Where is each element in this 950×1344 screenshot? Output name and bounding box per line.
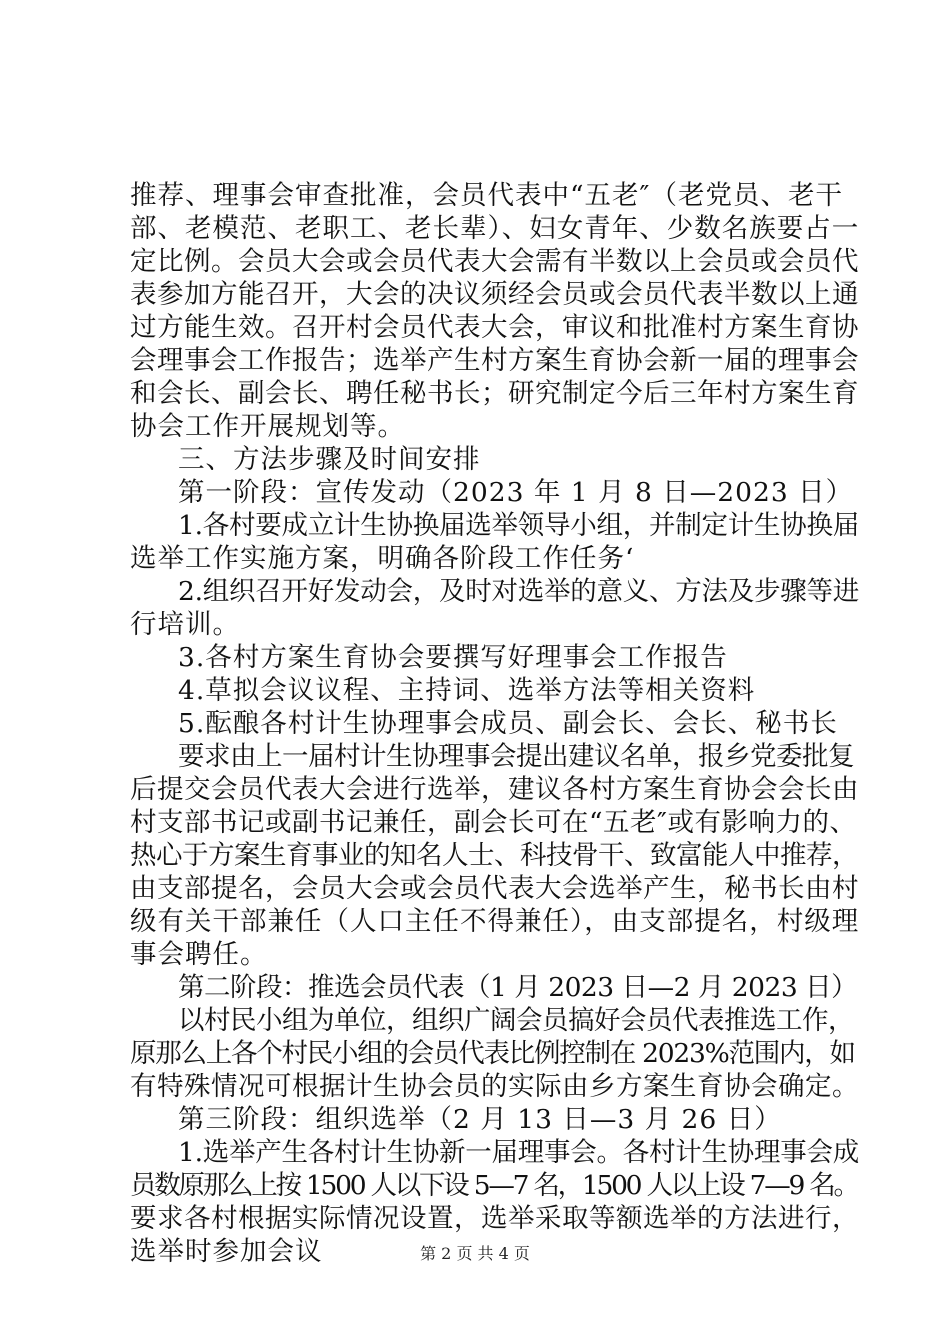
stage-heading: 第三阶段：组织选举（2 月 13 日—3 月 26 日）: [178, 1104, 782, 1135]
text-line: 1.各村要成立计生协换届选举领导小组，并制定计生协换届: [178, 510, 860, 541]
text-line: 4.草拟会议议程、主持词、选举方法等相关资料: [178, 675, 756, 706]
text-line: 表参加方能召开，大会的决议须经会员或会员代表半数以上通: [130, 279, 859, 310]
text-line: 行培训。: [130, 609, 240, 640]
text-line: 热心于方案生育事业的知名人士、科技骨干、致富能人中推荐，: [130, 840, 858, 871]
text-line: 后提交会员代表大会进行选举，建议各村方案生育协会会长由: [130, 774, 859, 805]
text-line: 选举时参加会议: [130, 1236, 323, 1267]
text-line: 有特殊情况可根据计生协会员的实际由乡方案生育协会确定。: [130, 1071, 859, 1102]
section-heading: 三、方法步骤及时间安排: [178, 444, 481, 475]
stage-heading: 第一阶段：宣传发动（2023 年 1 月 8 日—2023 日）: [178, 477, 854, 508]
text-line: 和会长、副会长、聘任秘书长；研究制定今后三年村方案生育: [130, 378, 859, 409]
text-line: 以村民小组为单位，组织广阔会员搞好会员代表推选工作，: [178, 1005, 854, 1036]
text-line: 5.酝酿各村计生协理事会成员、副会长、会长、秘书长: [178, 708, 838, 739]
stage-heading: 第二阶段：推选会员代表（1 月 2023 日—2 月 2023 日）: [178, 972, 858, 1003]
text-line: 选举工作实施方案，明确各阶段工作任务‘: [130, 543, 635, 574]
text-line: 原那么上各个村民小组的会员代表比例控制在 2023%范围内，如: [130, 1038, 855, 1069]
text-line: 过方能生效。召开村会员代表大会，审议和批准村方案生育协: [130, 312, 859, 343]
text-line: 2.组织召开好发动会，及时对选举的意义、方法及步骤等进: [178, 576, 860, 607]
text-line: 3.各村方案生育协会要撰写好理事会工作报告: [178, 642, 728, 673]
text-line: 员数原那么上按 1500 人以下设 5—7 名，1500 人以上设 7—9 名。: [130, 1170, 858, 1201]
text-line: 部、老模范、老职工、老长辈）、妇女青年、少数名族要占一: [130, 213, 860, 244]
text-line: 事会聘任。: [130, 939, 268, 970]
text-line: 要求各村根据实际情况设置，选举采取等额选举的方法进行，: [130, 1203, 859, 1234]
text-line: 协会工作开展规划等。: [130, 411, 405, 442]
page-number-footer: 第 2 页 共 4 页: [420, 1244, 530, 1263]
text-line: 推荐、理事会审查批准，会员代表中“五老″（老党员、老干: [130, 180, 843, 211]
text-line: 村支部书记或副书记兼任，副会长可在“五老″或有影响力的、: [130, 807, 857, 838]
text-line: 1.选举产生各村计生协新一届理事会。各村计生协理事会成: [178, 1137, 860, 1168]
text-line: 由支部提名，会员大会或会员代表大会选举产生，秘书长由村: [130, 873, 859, 904]
text-line: 定比例。会员大会或会员代表大会需有半数以上会员或会员代: [130, 246, 859, 277]
text-line: 会理事会工作报告；选举产生村方案生育协会新一届的理事会: [130, 345, 859, 376]
text-line: 要求由上一届村计生协理事会提出建议名单，报乡党委批复: [178, 741, 854, 772]
text-line: 级有关干部兼任（人口主任不得兼任），由支部提名，村级理: [130, 906, 860, 937]
